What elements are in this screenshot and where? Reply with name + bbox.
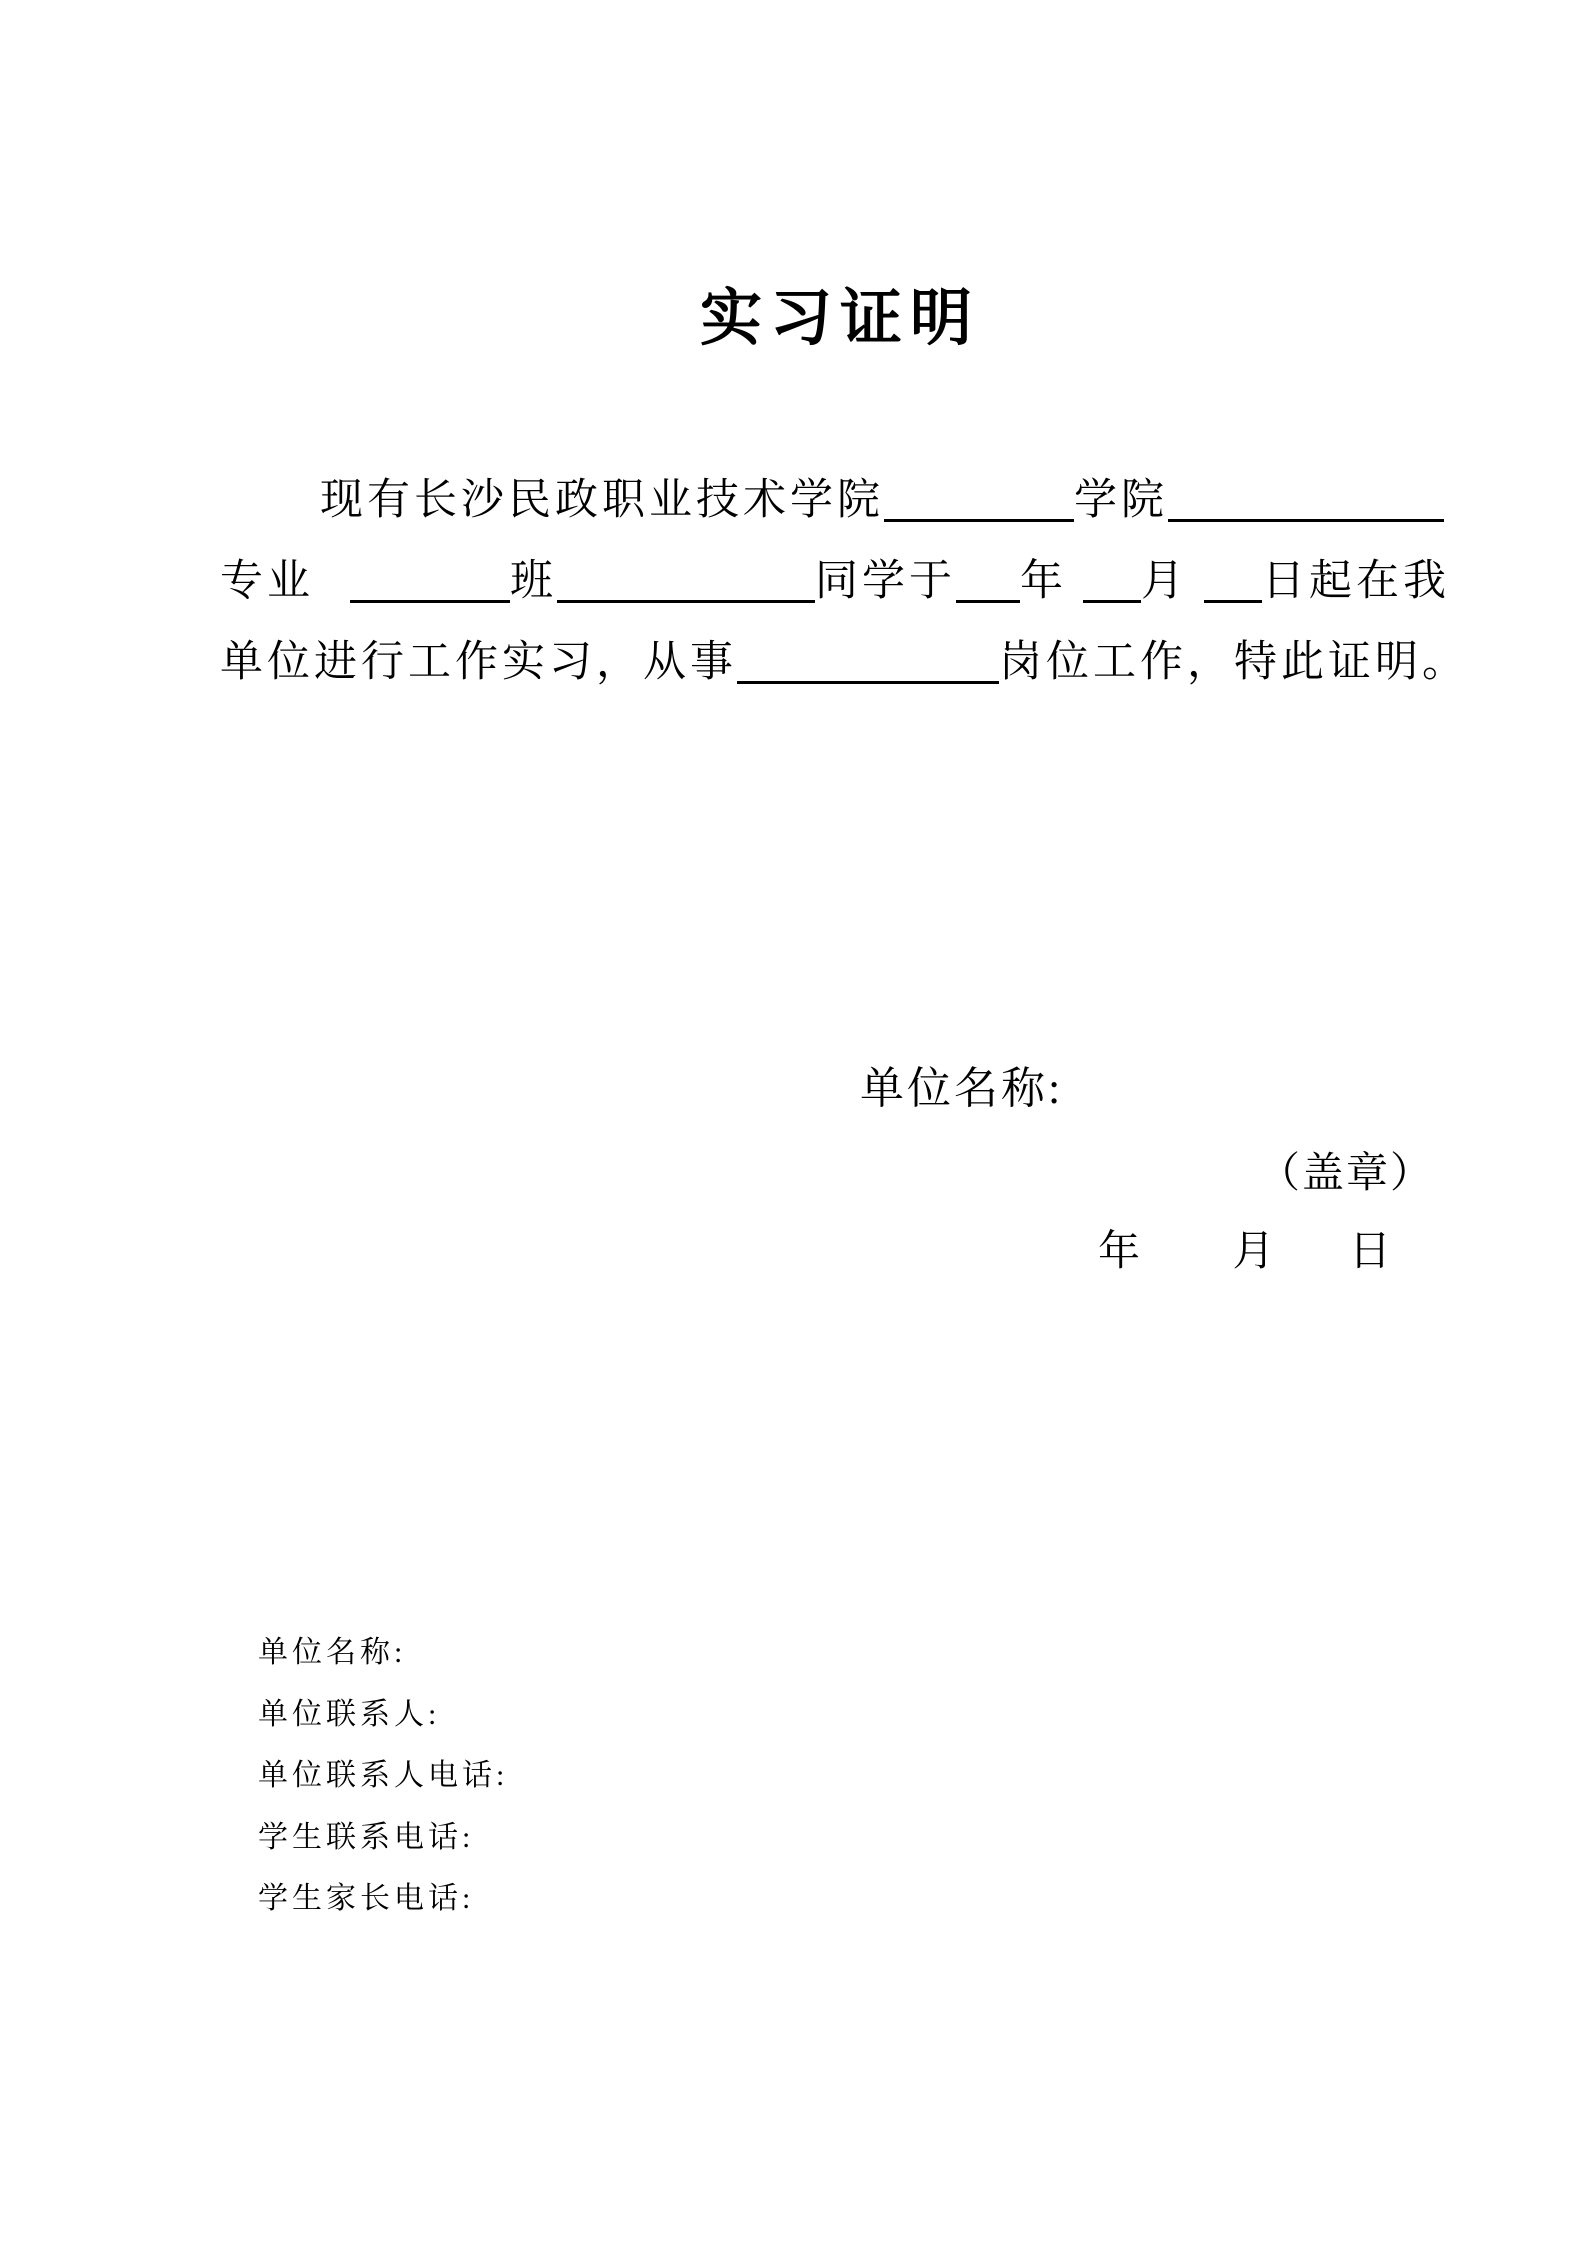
major-name-blank[interactable] bbox=[1168, 509, 1444, 522]
contact-company-phone-label: 单位联系人电话: bbox=[258, 1759, 509, 1792]
class-blank[interactable] bbox=[350, 590, 510, 603]
paragraph-text: 日起在我 bbox=[1262, 558, 1450, 605]
paragraph-line bbox=[220, 541, 1470, 622]
paragraph-text: 岗位工作，特此证明。 bbox=[999, 639, 1469, 686]
signature-date-line bbox=[1098, 1218, 1391, 1278]
student-name-blank[interactable] bbox=[557, 590, 815, 603]
paragraph-text: 年 bbox=[1020, 558, 1067, 605]
date-month-label: 月 bbox=[1232, 1229, 1275, 1275]
paragraph-text: 专业 bbox=[220, 558, 314, 605]
seal-label: （盖章） bbox=[1258, 1151, 1435, 1197]
date-day-label: 日 bbox=[1349, 1229, 1392, 1275]
contact-parent-phone-label: 学生家长电话: bbox=[258, 1882, 475, 1915]
paragraph-text: 同学于 bbox=[815, 558, 956, 605]
paragraph-spacer bbox=[220, 513, 320, 514]
paragraph-spacer bbox=[1067, 594, 1083, 595]
contact-info-block bbox=[258, 1622, 508, 1930]
paragraph-spacer bbox=[314, 594, 350, 595]
contact-company-name-label: 单位名称: bbox=[258, 1636, 407, 1669]
company-name-label: 单位名称: bbox=[860, 1064, 1064, 1113]
paragraph-text: 月 bbox=[1141, 558, 1188, 605]
date-year-label: 年 bbox=[1098, 1229, 1141, 1275]
document-title: 实习证明 bbox=[699, 285, 980, 353]
paragraph-text: 班 bbox=[510, 558, 557, 605]
paragraph-line bbox=[220, 460, 1470, 541]
day-blank[interactable] bbox=[1204, 590, 1262, 603]
month-blank[interactable] bbox=[1083, 590, 1141, 603]
paragraph-text: 单位进行工作实习，从事 bbox=[220, 639, 737, 686]
contact-company-person-label: 单位联系人: bbox=[258, 1697, 441, 1731]
paragraph-line bbox=[220, 622, 1470, 703]
year-blank[interactable] bbox=[956, 590, 1020, 603]
position-blank[interactable] bbox=[737, 671, 999, 684]
paragraph-spacer bbox=[1188, 594, 1204, 595]
paragraph-text: 学院 bbox=[1074, 477, 1168, 524]
paragraph-text: 现有长沙民政职业技术学院 bbox=[320, 477, 884, 524]
college-name-blank[interactable] bbox=[884, 509, 1074, 522]
body-paragraph bbox=[220, 460, 1470, 703]
contact-student-phone-label: 学生联系电话: bbox=[258, 1820, 475, 1854]
